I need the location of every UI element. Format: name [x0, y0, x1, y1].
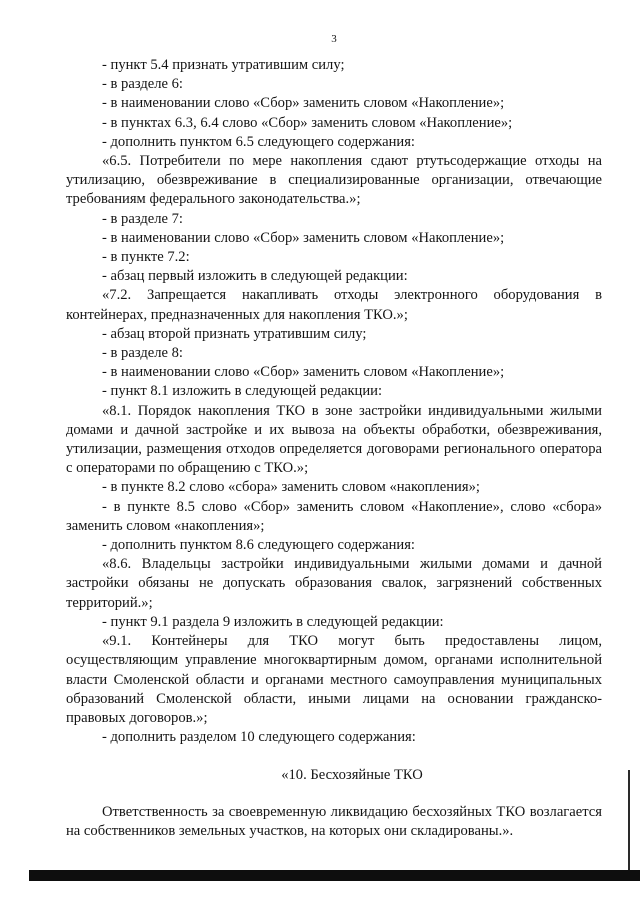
paragraph: «7.2. Запрещается накапливать отходы электронного оборудования в контейнерах, предназначенных для накопления ТКО.»; — [66, 287, 602, 323]
paragraph: - в наименовании слово «Сбор» заменить словом «Накопление»; — [102, 364, 505, 381]
paragraph: - дополнить пунктом 6.5 следующего содержания: — [102, 133, 415, 150]
document-body — [66, 56, 602, 841]
paragraph: - пункт 8.1 изложить в следующей редакции: — [102, 383, 383, 400]
paragraph: «6.5. Потребители по мере накопления сдают ртутьсодержащие отходы на утилизацию, обезвреживание в специализированные организации, отвечающие требованиям федерального законодательства.»; — [66, 153, 602, 208]
paragraph: - пункт 5.4 признать утратившим силу; — [102, 57, 345, 73]
paragraph: - в пункте 7.2: — [102, 249, 190, 266]
paragraph: - в наименовании слово «Сбор» заменить словом «Накопление»; — [102, 229, 505, 246]
paragraph: - пункт 9.1 раздела 9 изложить в следующей редакции: — [102, 613, 444, 630]
page-number: 3 — [331, 33, 337, 45]
paragraph: - в пунктах 6.3, 6.4 слово «Сбор» заменить словом «Накопление»; — [102, 114, 513, 131]
final-paragraph: Ответственность за своевременную ликвидацию бесхозяйных ТКО возлагается на собственников земельных участков, на которых они складированы.». — [66, 803, 602, 839]
scan-edge-line — [628, 770, 630, 870]
paragraph: - абзац первый изложить в следующей редакции: — [102, 268, 408, 285]
paragraph: «8.1. Порядок накопления ТКО в зоне застройки индивидуальными жилыми домами и дачной застройке и их вывоза на объекты обработки, обезвреживания, утилизации, размещения отходов определяется договорами регионального оператора с операторами по обращению с ТКО.»; — [66, 402, 602, 477]
paragraph: - дополнить пунктом 8.6 следующего содержания: — [102, 537, 415, 554]
paragraph: «8.6. Владельцы застройки индивидуальными жилыми домами и дачной застройки обязаны не допускать образования свалок, загрязнений собственных территорий.»; — [66, 556, 602, 611]
section-heading: «10. Бесхозяйные ТКО — [281, 767, 423, 784]
paragraph: - в разделе 8: — [102, 345, 183, 362]
paragraph: - дополнить разделом 10 следующего содержания: — [102, 729, 416, 746]
paragraph: - в пункте 8.2 слово «сбора» заменить словом «накопления»; — [102, 479, 480, 496]
paragraph: - в наименовании слово «Сбор» заменить словом «Накопление»; — [102, 95, 505, 112]
paragraph: - в разделе 7: — [102, 210, 183, 227]
paragraph: - в пункте 8.5 слово «Сбор» заменить словом «Накопление», слово «сбора» заменить словом «накопления»; — [66, 498, 602, 534]
paragraph: «9.1. Контейнеры для ТКО могут быть предоставлены лицом, осуществляющим управление многоквартирным домом, органами исполнительной власти Смоленской области и органами местного самоуправления муниципальных образований Смоленской области, иными лицами на основании гражданско-правовых договоров.»; — [66, 633, 602, 726]
paragraph: - абзац второй признать утратившим силу; — [102, 325, 367, 342]
scan-bottom-border — [29, 870, 640, 881]
paragraph: - в разделе 6: — [102, 76, 183, 93]
